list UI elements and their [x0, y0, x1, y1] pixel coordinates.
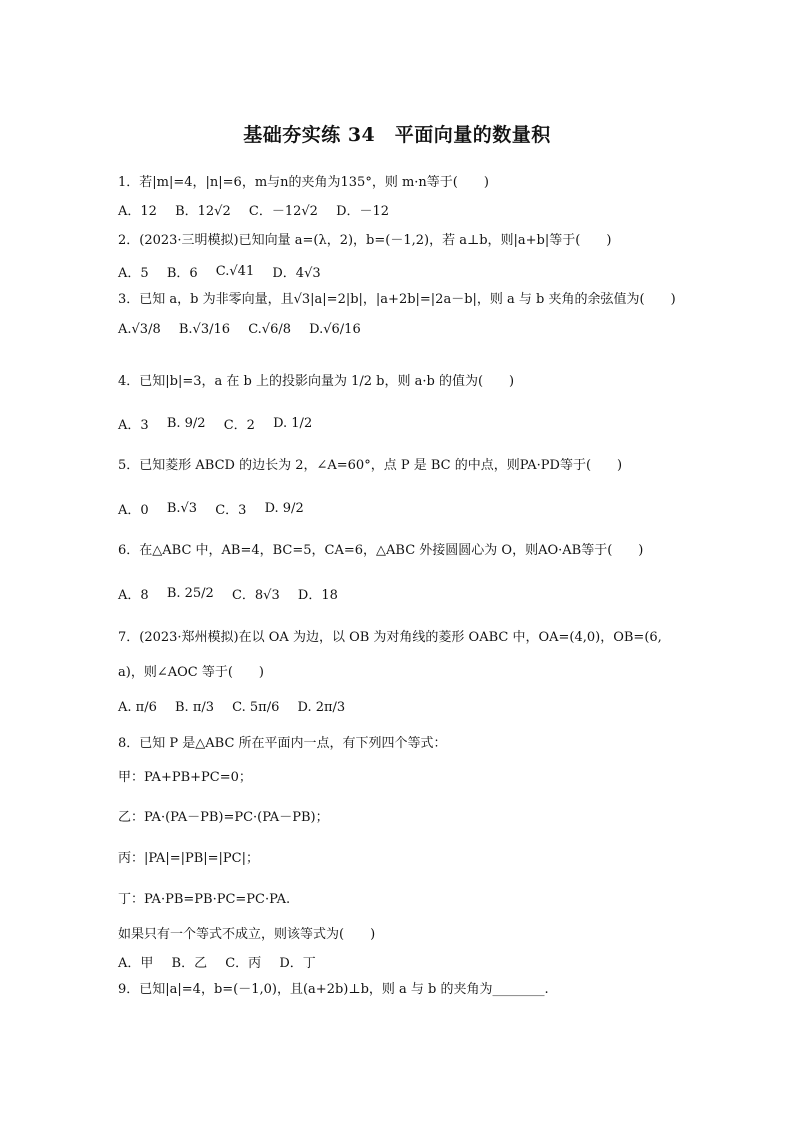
- q1-option-a: A．12: [118, 204, 157, 219]
- question-5-stem: 5．已知菱形 ABCD 的边长为 2，∠A=60°，点 P 是 BC 的中点，则PA·PD等于( ): [118, 458, 623, 473]
- question-8-statement-bing: 丙：|PA|=|PB|=|PC|；: [118, 851, 260, 866]
- q8-option-c: C．丙: [225, 956, 262, 971]
- q2-option-b: B．6: [166, 266, 198, 281]
- question-7-options: [118, 700, 359, 715]
- q7-option-b: B. π/3: [175, 700, 215, 715]
- q7-option-c: C. 5π/6: [232, 700, 280, 715]
- question-1-stem: 1．若|m|=4，|n|=6，m与n的夹角为135°，则 m·n等于( ): [118, 175, 489, 190]
- question-8-ask: 如果只有一个等式不成立，则该等式为( ): [118, 927, 376, 942]
- q6-option-b: B. 25/2: [166, 586, 214, 601]
- q3-option-d: D.√6/16: [309, 322, 361, 337]
- question-4-options: [118, 414, 326, 433]
- q7-option-a: A. π/6: [118, 700, 157, 715]
- q3-option-a: A.√3/8: [118, 322, 161, 337]
- question-7-stem-line2: a)，则∠AOC 等于( ): [118, 665, 264, 680]
- q2-option-c: C.√41: [215, 264, 255, 279]
- q5-option-d: D. 9/2: [264, 501, 304, 516]
- question-7-stem-line1: 7．(2023·郑州模拟)在以 OA 为边，以 OB 为对角线的菱形 OABC 中，OA=(4,0)，OB=(6,: [118, 630, 662, 645]
- q8-option-d: D．丁: [279, 956, 316, 971]
- question-8-stem: 8．已知 P 是△ABC 所在平面内一点，有下列四个等式：: [118, 736, 447, 751]
- q7-option-d: D. 2π/3: [297, 700, 346, 715]
- question-8-options: [118, 952, 330, 971]
- q6-option-d: D．18: [297, 588, 338, 603]
- q1-option-d: D．－12: [336, 204, 390, 219]
- q6-option-a: A．8: [118, 588, 149, 603]
- q6-option-c: C．8√3: [231, 588, 280, 603]
- q5-option-c: C．3: [215, 503, 247, 518]
- question-6-options: [118, 584, 352, 603]
- question-6-stem: 6．在△ABC 中，AB=4，BC=5，CA=6，△ABC 外接圆圆心为 O，则AO·AB等于( ): [118, 543, 644, 558]
- q5-option-a: A．0: [118, 503, 149, 518]
- q3-option-c: C.√6/8: [248, 322, 292, 337]
- question-2-stem: 2．(2023·三明模拟)已知向量 a=(λ，2)，b=(－1,2)，若 a⊥b，则|a+b|等于( ): [118, 233, 612, 248]
- q3-option-b: B.√3/16: [178, 322, 231, 337]
- page-title: 基础夯实练 34 平面向量的数量积: [243, 124, 551, 146]
- question-4-stem: 4．已知|b|=3，a 在 b 上的投影向量为 1/2 b，则 a·b 的值为( ): [118, 374, 515, 389]
- q1-option-c: C．－12√2: [248, 204, 318, 219]
- question-3-options: [118, 322, 375, 337]
- q8-option-a: A．甲: [118, 956, 154, 971]
- q4-option-b: B. 9/2: [166, 416, 206, 431]
- q4-option-a: A．3: [118, 418, 149, 433]
- q4-option-c: C．2: [223, 418, 255, 433]
- question-8-statement-yi: 乙：PA·(PA－PB)=PC·(PA－PB)；: [118, 810, 329, 825]
- q4-option-d: D. 1/2: [273, 416, 313, 431]
- question-8-statement-ding: 丁：PA·PB=PB·PC=PC·PA.: [118, 892, 291, 907]
- q1-option-b: B．12√2: [175, 204, 231, 219]
- question-1-options: [118, 200, 403, 219]
- q2-option-d: D．4√3: [272, 266, 321, 281]
- q8-option-b: B．乙: [171, 956, 208, 971]
- question-3-stem: 3．已知 a，b 为非零向量，且√3|a|=2|b|，|a+2b|=|2a－b|，则 a 与 b 夹角的余弦值为( ): [118, 292, 676, 307]
- question-9-stem: 9．已知|a|=4，b=(－1,0)，且(a+2b)⊥b，则 a 与 b 的夹角为________.: [118, 982, 549, 997]
- q2-option-a: A．5: [118, 266, 149, 281]
- q5-option-b: B.√3: [166, 501, 198, 516]
- question-5-options: [118, 499, 318, 518]
- question-8-statement-jia: 甲：PA+PB+PC=0；: [118, 770, 252, 785]
- question-2-options: [118, 262, 335, 281]
